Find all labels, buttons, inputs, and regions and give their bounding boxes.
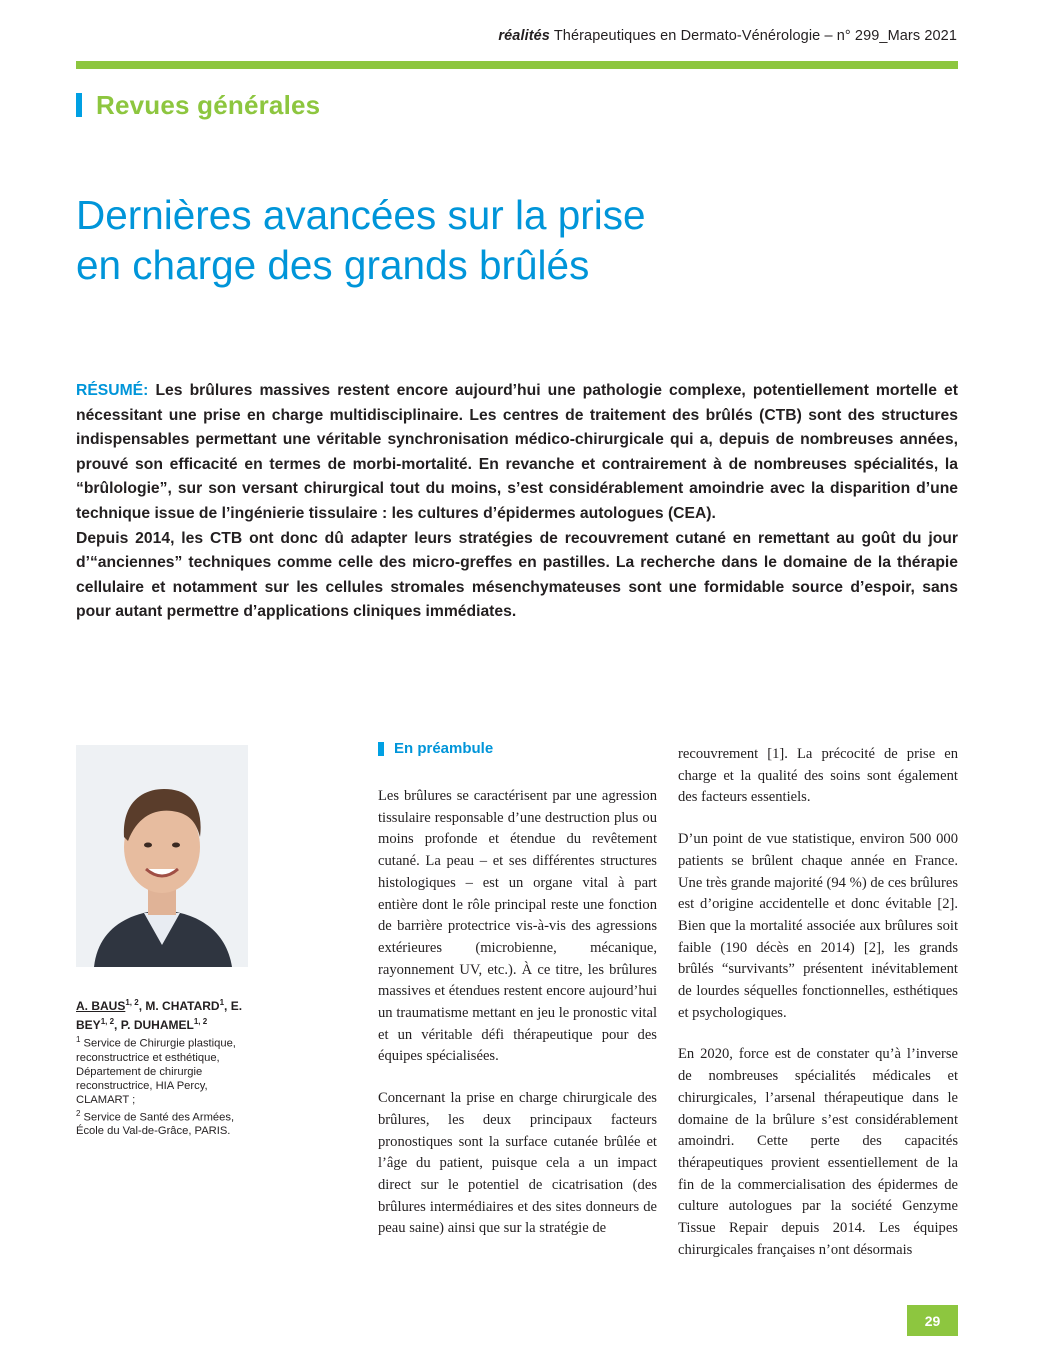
author-separator: , [138,999,146,1013]
affiliation-2-marker: 2 [76,1108,81,1118]
affiliation-2 [76,1107,256,1139]
article-title-line1: Dernières avancées sur la prise [76,192,646,238]
subheading-text: En préambule [394,740,494,757]
author-bey: E. BEY [76,999,243,1032]
body-paragraph: En 2020, force est de constater qu’à l’inverse de nombreuses spécialités médicales et chirurgicales, l’arsenal thérapeutique dans le domaine de la brûlure s’est considérablement amoindri. Cette perte des capacités thérapeutiques provient essentiellement de la fin de la commercialisation des épidermes de culture autologues par la société Genzyme Tissue Repair depuis 2014. Les équipes chirurgicales françaises n’ont désormais [678,1046,958,1258]
page-number: 29 [907,1305,958,1336]
abstract-paragraph-2: Depuis 2014, les CTB ont donc dû adapter leurs stratégies de recouvrement cutané en remettant au goût du jour d’“anciennes” techniques comme celle des micro-greffes en pastilles. La recherche dans le domaine de la thérapie cellulaire et notamment sur les cellules stromales mésenchymateuses sont une formidable source d’espoir, sans pour autant permettre d’applications cliniques immédiates. [76,529,958,621]
author-bey-affiliation: 1, 2 [100,1017,115,1026]
journal-issue: Thérapeutiques en Dermato-Vénérologie – n° 299_Mars 2021 [553,28,957,44]
section-label [76,90,320,120]
journal-header [498,28,957,44]
affiliation-2-text: Service de Santé des Armées, École du Val-de-Grâce, PARIS. [76,1111,235,1138]
affiliation-1 [76,1033,256,1107]
body-paragraph: D’un point de vue statistique, environ 500 000 patients se brûlent chaque année en France. Une très grande majorité (94 %) de ces brûlures est d’origine accidentelle et donc évitable [2]. Bien que la mortalité associée aux brûlures soit faible (190 décès en 2014) [2], les grands brûlés “survivants” présentent inévitablement de lourdes séquelles fonctionnelles, esthétiques et psychologiques. [678,831,958,1021]
header-rule [76,61,958,69]
body-column-2 [678,744,958,1281]
article-title-line2: en charge des grands brûlés [76,242,590,288]
abstract [76,379,958,625]
body-paragraph: Concernant la prise en charge chirurgicale des brûlures, les deux principaux facteurs pronostiques sont la surface cutanée brûlée et l’âge du patient, puisque cela a un impact direct sur le potentiel de cicatrisation (des brûlures intermédiaires et des sites donneurs de peau saine) ainsi que sur la stratégie de [378,1090,657,1237]
section-title: Revues générales [96,89,321,120]
author-chatard-affiliation: 1 [219,998,225,1007]
affiliation-1-text: Service de Chirurgie plastique, reconstructrice et esthétique, Département de chirurgie reconstructrice, HIA Percy, CLAMART ; [76,1037,236,1106]
author-duhamel: P. DUHAMEL [120,1018,194,1032]
author-photo [76,745,248,967]
subheading-marker [378,742,384,756]
abstract-text-1: Les brûlures massives restent encore aujourd’hui une pathologie complexe, potentiellement mortelle et nécessitant une prise en charge multidisciplinaire. Les centres de traitement des brûlés (CTB) sont des structures indispensables permettant une véritable synchronisation médico-chirurgicale qui a, depuis de nombreuses années, prouvé son efficacité en termes de morbi-mortalité. En revanche et contrairement à de nombreuses spécialités, la “brûlologie”, sur son versant chirurgical tout du moins, s’est considérablement amoindrie avec la disparition d’une technique issue de l’ingénierie tissulaire : les cultures d’épidermes autologues (CEA). [76,382,958,522]
abstract-paragraph-1 [76,379,958,527]
body-paragraph: Les brûlures se caractérisent par une agression tissulaire responsable d’une destruction plus ou moins profonde et étendue du revêtement cutané. La peau – et ses différentes structures histologiques – est un organe vital à part entière dont le rôle principal reste une fonction de barrière protectrice vis-à-vis des agressions extérieures (microbienne, mécanique, rayonnement UV, etc.). À ce titre, les brûlures massives et étendues restent encore aujourd’hui un traumatisme mettant en jeu le pronostic vital et un véritable défi thérapeutique pour des équipes spécialisées. [378,788,657,1065]
author-separator: , [114,1018,121,1032]
author-portrait-illustration [76,745,248,967]
journal-brand: réalités [498,28,550,44]
affiliation-1-marker: 1 [76,1035,81,1044]
author-block [76,995,256,1138]
body-column-1 [378,786,657,1260]
section-marker [76,93,82,117]
author-chatard: M. CHATARD [145,999,220,1013]
subheading [378,740,493,757]
body-paragraph: recouvrement [1]. La précocité de prise en charge et la qualité des soins sont également des facteurs essentiels. [678,746,958,806]
author-baus-affiliation: 1, 2 [125,998,139,1007]
article-title [76,190,976,290]
author-separator: , [224,999,231,1013]
author-names [76,995,256,1033]
author-duhamel-affiliation: 1, 2 [193,1017,208,1026]
abstract-label: RÉSUMÉ: [76,382,149,399]
author-baus: A. BAUS [76,999,126,1013]
